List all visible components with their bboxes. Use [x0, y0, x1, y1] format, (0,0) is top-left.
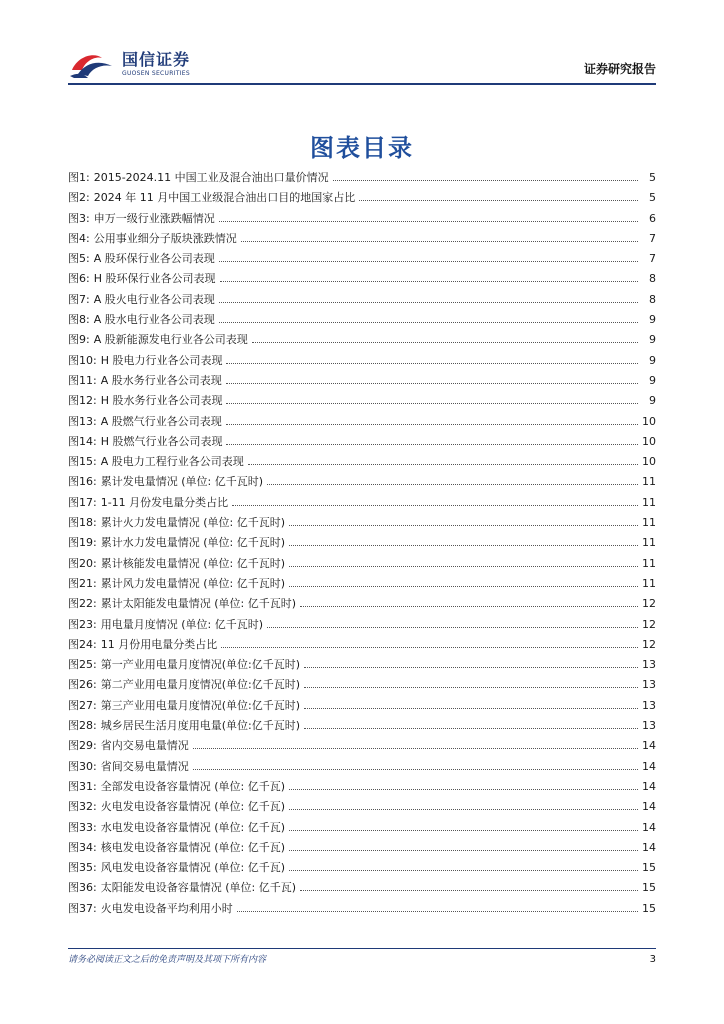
toc-entry-title[interactable]: 公用事业细分子版块涨跌情况 — [93, 231, 237, 245]
toc-dot-leader — [289, 544, 638, 546]
toc-entry-page[interactable]: 8 — [649, 272, 656, 286]
toc-entry-page[interactable]: 14 — [642, 800, 656, 814]
toc-entry-title[interactable]: H 股环保行业各公司表现 — [93, 272, 216, 286]
footer-divider — [68, 948, 656, 949]
toc-entry[interactable] — [68, 675, 656, 695]
toc-entry-label: 图9: — [68, 333, 90, 347]
toc-entry-page[interactable]: 9 — [649, 353, 656, 367]
toc-dot-leader — [289, 565, 638, 567]
toc-entry-page[interactable]: 9 — [649, 333, 656, 347]
disclaimer-text: 请务必阅读正文之后的免责声明及其项下所有内容 — [68, 955, 267, 965]
toc-entry-label: 图1: — [68, 171, 90, 184]
toc-entry-title[interactable]: 第二产业用电量月度情况(单位:亿千瓦时) — [100, 678, 300, 692]
toc-entry-label: 图34: — [68, 840, 97, 854]
toc-entry-title[interactable]: 太阳能发电设备容量情况 (单位: 亿千瓦) — [100, 881, 296, 895]
toc-entry-title[interactable]: 第三产业用电量月度情况(单位:亿千瓦时) — [100, 698, 300, 712]
toc-dot-leader — [359, 199, 638, 201]
toc-entry-page[interactable]: 14 — [642, 840, 656, 854]
toc-entry-page[interactable]: 12 — [642, 617, 656, 631]
toc-entry-label: 图4: — [68, 231, 90, 245]
toc-entry[interactable] — [68, 472, 656, 492]
toc-entry-title[interactable]: 城乡居民生活月度用电量(单位:亿千瓦时) — [100, 719, 300, 733]
toc-dot-leader — [226, 362, 638, 364]
toc-entry[interactable] — [68, 554, 656, 574]
toc-entry-title[interactable]: A 股水电行业各公司表现 — [93, 313, 215, 327]
toc-dot-leader — [289, 585, 638, 587]
toc-entry[interactable] — [68, 330, 656, 350]
toc-entry-title[interactable]: 申万一级行业涨跌幅情况 — [93, 211, 215, 225]
toc-entry[interactable] — [68, 168, 656, 188]
toc-entry-label: 图21: — [68, 576, 97, 590]
toc-entry-page[interactable]: 13 — [642, 658, 656, 672]
toc-entry-page[interactable]: 5 — [649, 171, 656, 184]
toc-entry-label: 图35: — [68, 861, 97, 875]
toc-entry[interactable] — [68, 533, 656, 553]
toc-entry-label: 图18: — [68, 516, 97, 530]
toc-entry-title[interactable]: 风电发电设备容量情况 (单位: 亿千瓦) — [100, 861, 285, 875]
toc-entry-page[interactable]: 7 — [649, 231, 656, 245]
toc-dot-leader — [219, 260, 638, 262]
toc-dot-leader — [289, 869, 638, 871]
toc-entry-label: 图10: — [68, 353, 97, 367]
toc-entry-page[interactable]: 10 — [642, 455, 656, 469]
toc-entry-page[interactable]: 12 — [642, 597, 656, 611]
toc-entry-page[interactable]: 14 — [642, 779, 656, 793]
toc-dot-leader — [289, 524, 638, 526]
toc-entry[interactable] — [68, 655, 656, 675]
toc-dot-leader — [232, 504, 638, 506]
toc-dot-leader — [304, 707, 638, 709]
toc-entry-title[interactable]: A 股环保行业各公司表现 — [93, 252, 215, 266]
toc-entry-page[interactable]: 9 — [649, 313, 656, 327]
toc-dot-leader — [219, 321, 638, 323]
toc-dot-leader — [333, 179, 638, 181]
toc-entry[interactable] — [68, 757, 656, 777]
page-title: 图表目录 — [310, 134, 414, 163]
toc-dot-leader — [300, 605, 638, 607]
toc-entry-page[interactable]: 6 — [649, 211, 656, 225]
toc-entry-label: 图6: — [68, 272, 90, 286]
toc-entry-page[interactable]: 11 — [642, 556, 656, 570]
toc-entry[interactable] — [68, 493, 656, 513]
toc-entry-page[interactable]: 10 — [642, 434, 656, 448]
toc-dot-leader — [193, 768, 638, 770]
header-divider — [68, 83, 656, 85]
toc-entry-page[interactable]: 7 — [649, 252, 656, 266]
toc-entry-label: 图15: — [68, 455, 97, 469]
toc-entry-title[interactable]: 第一产业用电量月度情况(单位:亿千瓦时) — [100, 658, 300, 672]
toc-entry-title[interactable]: H 股燃气行业各公司表现 — [100, 434, 223, 448]
toc-entry-label: 图12: — [68, 394, 97, 408]
toc-dot-leader — [241, 240, 638, 242]
toc-entry-label: 图8: — [68, 313, 90, 327]
toc-entry-page[interactable]: 14 — [642, 759, 656, 773]
toc-dot-leader — [304, 727, 638, 729]
toc-dot-leader — [226, 443, 638, 445]
toc-entry[interactable] — [68, 594, 656, 614]
toc-entry-label: 图23: — [68, 617, 97, 631]
toc-dot-leader — [248, 463, 638, 465]
toc-entry-label: 图25: — [68, 658, 97, 672]
toc-entry-page[interactable]: 11 — [642, 516, 656, 530]
toc-entry-page[interactable]: 14 — [642, 739, 656, 753]
toc-entry-title[interactable]: 省间交易电量情况 — [100, 759, 189, 773]
toc-entry-title[interactable]: 累计火力发电量情况 (单位: 亿千瓦时) — [100, 516, 285, 530]
toc-entry-label: 图36: — [68, 881, 97, 895]
toc-entry[interactable] — [68, 249, 656, 269]
toc-dot-leader — [300, 889, 638, 891]
toc-entry[interactable] — [68, 899, 656, 919]
page-number: 3 — [649, 954, 656, 965]
toc-entry-page[interactable]: 12 — [642, 637, 656, 651]
toc-entry-page[interactable]: 13 — [642, 719, 656, 733]
toc-entry[interactable] — [68, 290, 656, 310]
toc-entry-page[interactable]: 5 — [649, 191, 656, 205]
toc-dot-leader — [267, 483, 638, 485]
toc-dot-leader — [226, 423, 638, 425]
toc-entry-page[interactable]: 15 — [642, 881, 656, 895]
toc-dot-leader — [289, 788, 638, 790]
toc-dot-leader — [219, 220, 638, 222]
toc-entry-title[interactable]: A 股水务行业各公司表现 — [100, 373, 222, 387]
toc-entry-title[interactable]: H 股电力行业各公司表现 — [100, 353, 223, 367]
toc-entry-label: 图33: — [68, 820, 97, 834]
toc-entry[interactable] — [68, 269, 656, 289]
toc-dot-leader — [226, 382, 638, 384]
toc-entry-page[interactable]: 11 — [642, 475, 656, 489]
toc-entry-title[interactable]: 累计风力发电量情况 (单位: 亿千瓦时) — [100, 576, 285, 590]
toc-entry-label: 图16: — [68, 475, 97, 489]
toc-entry[interactable] — [68, 696, 656, 716]
toc-entry[interactable] — [68, 310, 656, 330]
toc-entry[interactable] — [68, 635, 656, 655]
toc-entry-page[interactable]: 11 — [642, 495, 656, 509]
toc-entry-page[interactable]: 11 — [642, 576, 656, 590]
toc-entry-page[interactable]: 13 — [642, 698, 656, 712]
toc-dot-leader — [267, 626, 638, 628]
toc-entry-label: 图22: — [68, 597, 97, 611]
toc-entry-label: 图29: — [68, 739, 97, 753]
toc-dot-leader — [237, 910, 638, 912]
brand-name-cn: 国信证券 — [122, 49, 191, 69]
toc-entry[interactable] — [68, 351, 656, 371]
toc-dot-leader — [219, 301, 638, 303]
toc-entry-label: 图11: — [68, 373, 97, 387]
toc-entry-page[interactable]: 14 — [642, 820, 656, 834]
toc-entry-page[interactable]: 15 — [642, 861, 656, 875]
toc-entry[interactable] — [68, 412, 656, 432]
toc-entry-title[interactable]: 1-11 月份发电量分类占比 — [100, 495, 229, 509]
toc-dot-leader — [289, 849, 638, 851]
guosen-logo-icon — [68, 48, 116, 80]
toc-entry-label: 图3: — [68, 211, 90, 225]
toc-dot-leader — [221, 646, 638, 648]
toc-entry[interactable] — [68, 574, 656, 594]
toc-dot-leader — [226, 402, 638, 404]
toc-entry-title[interactable]: 2015-2024.11 中国工业及混合油出口量价情况 — [93, 171, 329, 184]
toc-entry-page[interactable]: 11 — [642, 536, 656, 550]
toc-entry-title[interactable]: A 股电力工程行业各公司表现 — [100, 455, 244, 469]
toc-entry-label: 图24: — [68, 637, 97, 651]
guosen-logo — [68, 48, 190, 80]
toc-entry-title[interactable]: 11 月份用电量分类占比 — [100, 637, 218, 651]
toc-entry-label: 图28: — [68, 719, 97, 733]
toc-entry-title[interactable]: 火电发电设备平均利用小时 — [100, 901, 233, 915]
report-type-label: 证券研究报告 — [583, 62, 656, 76]
toc-entry[interactable] — [68, 391, 656, 411]
toc-entry[interactable] — [68, 432, 656, 452]
toc-entry[interactable] — [68, 513, 656, 533]
toc-entry[interactable] — [68, 452, 656, 472]
toc-entry[interactable] — [68, 818, 656, 838]
toc-entry[interactable] — [68, 878, 656, 898]
toc-entry[interactable] — [68, 615, 656, 635]
toc-entry-title[interactable]: 累计发电量情况 (单位: 亿千瓦时) — [100, 475, 263, 489]
toc-entry-title[interactable]: A 股火电行业各公司表现 — [93, 292, 215, 306]
toc-entry-label: 图2: — [68, 191, 90, 205]
figure-list — [68, 168, 656, 919]
toc-entry-title[interactable]: 用电量月度情况 (单位: 亿千瓦时) — [100, 617, 263, 631]
brand-name-en: GUOSEN SECURITIES — [122, 69, 191, 77]
toc-entry-title[interactable]: 累计太阳能发电量情况 (单位: 亿千瓦时) — [100, 597, 296, 611]
toc-entry[interactable] — [68, 858, 656, 878]
toc-entry-label: 图7: — [68, 292, 90, 306]
toc-dot-leader — [289, 808, 638, 810]
toc-entry-title[interactable]: H 股水务行业各公司表现 — [100, 394, 223, 408]
toc-entry-label: 图27: — [68, 698, 97, 712]
toc-entry-title[interactable]: 全部发电设备容量情况 (单位: 亿千瓦) — [100, 779, 285, 793]
toc-entry[interactable] — [68, 777, 656, 797]
toc-entry-title[interactable]: 累计水力发电量情况 (单位: 亿千瓦时) — [100, 536, 285, 550]
toc-entry-label: 图19: — [68, 536, 97, 550]
toc-entry[interactable] — [68, 229, 656, 249]
toc-entry-title[interactable]: 省内交易电量情况 — [100, 739, 189, 753]
toc-entry-label: 图5: — [68, 252, 90, 266]
toc-entry-page[interactable]: 8 — [649, 292, 656, 306]
toc-entry[interactable] — [68, 209, 656, 229]
toc-entry[interactable] — [68, 371, 656, 391]
toc-entry-label: 图32: — [68, 800, 97, 814]
toc-entry-label: 图26: — [68, 678, 97, 692]
toc-entry[interactable] — [68, 188, 656, 208]
toc-entry-label: 图37: — [68, 901, 97, 915]
toc-entry-title[interactable]: 水电发电设备容量情况 (单位: 亿千瓦) — [100, 820, 285, 834]
toc-entry-label: 图13: — [68, 414, 97, 428]
toc-entry-title[interactable]: A 股燃气行业各公司表现 — [100, 414, 222, 428]
toc-entry[interactable] — [68, 716, 656, 736]
toc-entry-title[interactable]: 2024 年 11 月中国工业级混合油出口目的地国家占比 — [93, 191, 356, 205]
toc-entry-page[interactable]: 13 — [642, 678, 656, 692]
toc-entry-label: 图30: — [68, 759, 97, 773]
toc-dot-leader — [193, 747, 638, 749]
toc-entry-page[interactable]: 10 — [642, 414, 656, 428]
page-header — [68, 48, 656, 84]
toc-dot-leader — [289, 829, 638, 831]
toc-dot-leader — [220, 280, 639, 282]
toc-entry-title[interactable]: 核电发电设备容量情况 (单位: 亿千瓦) — [100, 840, 285, 854]
toc-entry-page[interactable]: 9 — [649, 394, 656, 408]
toc-entry-title[interactable]: 累计核能发电量情况 (单位: 亿千瓦时) — [100, 556, 285, 570]
toc-entry-label: 图14: — [68, 434, 97, 448]
toc-entry-label: 图17: — [68, 495, 97, 509]
toc-dot-leader — [252, 341, 638, 343]
toc-entry-title[interactable]: 火电发电设备容量情况 (单位: 亿千瓦) — [100, 800, 285, 814]
toc-entry-title[interactable]: A 股新能源发电行业各公司表现 — [93, 333, 248, 347]
toc-entry[interactable] — [68, 736, 656, 756]
toc-entry[interactable] — [68, 797, 656, 817]
toc-entry[interactable] — [68, 838, 656, 858]
toc-entry-label: 图31: — [68, 779, 97, 793]
toc-entry-label: 图20: — [68, 556, 97, 570]
toc-entry-page[interactable]: 15 — [642, 901, 656, 915]
toc-dot-leader — [304, 686, 638, 688]
toc-entry-page[interactable]: 9 — [649, 373, 656, 387]
toc-dot-leader — [304, 666, 638, 668]
